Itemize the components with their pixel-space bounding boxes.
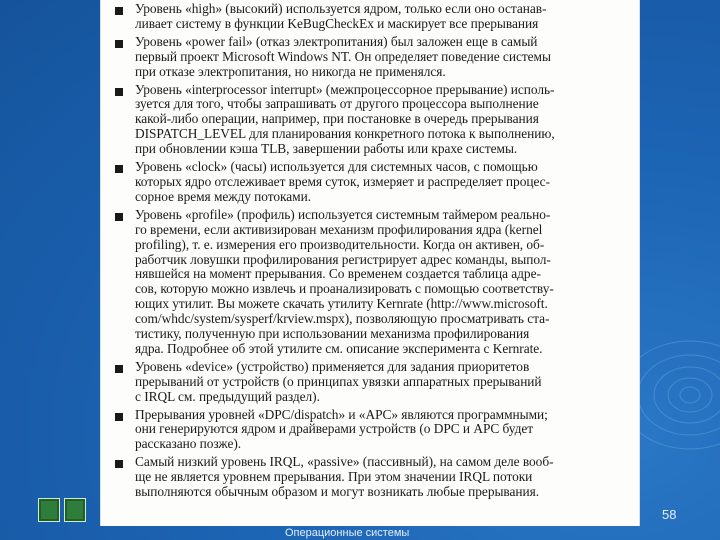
text-line: сов, которую можно извлечь и проанализировать с помощью соответству- [135, 281, 554, 297]
slide-navigation [38, 498, 86, 522]
bullet-icon [115, 88, 123, 96]
text-line: ющих утилит. Вы можете скачать утилиту Kernrate (http://www.microsoft. [135, 296, 548, 312]
text-line: нявшейся на момент прерывания. Со временем создается таблица адре- [135, 266, 541, 282]
text-line: DISPATCH_LEVEL для планирования конкретного потока к выполнению, [135, 126, 555, 142]
document-page [100, 0, 640, 526]
text-line: Уровень «power fail» (отказ электропитания) был заложен еще в самый [135, 33, 538, 49]
list-item [115, 160, 629, 205]
text-line: com/whdc/system/sysperf/krview.mspx), позволяющую просматривать ста- [135, 311, 550, 327]
page-number: 58 [662, 507, 677, 522]
bullet-icon [115, 365, 123, 373]
footer-text: Операционные системы [285, 527, 410, 539]
list-item [115, 83, 629, 158]
text-line: Уровень «high» (высокий) используется ядром, только если оно останав- [135, 1, 547, 16]
text-line: рассказано позже). [135, 436, 242, 452]
text-line: выполняются обычным образом и могут возникать любые прерывания. [135, 484, 540, 500]
text-line: ливает систему в функции KeBugCheckEx и маскирует все прерывания [135, 15, 539, 31]
bullet-icon [115, 7, 123, 15]
text-line: зуется для того, чтобы запрашивать от другого процессора выполнение [135, 96, 539, 112]
text-line: они генерируются ядром и драйверами устройств (о DPC и APC будет [135, 421, 534, 437]
text-line: ще не является уровнем прерывания. При этом значении IRQL потоки [135, 469, 533, 485]
nav-button-icon[interactable] [38, 498, 60, 522]
nav-button-icon[interactable] [64, 498, 86, 522]
bullet-icon [115, 165, 123, 173]
list-item [115, 208, 629, 357]
text-line: при отказе электропитания, но никогда не применялся. [135, 63, 446, 79]
text-line: которых ядро отслеживает время суток, измеряет и распределяет процес- [135, 173, 550, 189]
text-line: profiling), т. е. измерения его производительности. Когда он активен, об- [135, 236, 545, 252]
text-line: при обновлении кэша TLB, завершении работы или крахе системы. [135, 141, 518, 157]
text-line: Уровень «profile» (профиль) используется системным таймером реально- [135, 206, 551, 222]
document-text [115, 2, 629, 503]
bullet-icon [115, 40, 123, 48]
text-line: с IRQL см. предыдущий раздел). [135, 388, 320, 404]
text-line: работчик ловушки профилирования регистрирует адрес команды, выпол- [135, 251, 551, 267]
text-line: Прерывания уровней «DPC/dispatch» и «APC» являются программными; [135, 406, 548, 422]
text-line: Уровень «interprocessor interrupt» (межпроцессорное прерывание) исполь- [135, 81, 555, 97]
list-item [115, 2, 629, 32]
text-line: сорное время между потоками. [135, 188, 312, 204]
text-line: го времени, если активизирован механизм профилирования ядра (kernel [135, 221, 543, 237]
list-item [115, 35, 629, 80]
bullet-icon [115, 213, 123, 221]
text-line: какой-либо операции, например, при постановке в очередь прерывания [135, 111, 539, 127]
list-item [115, 408, 629, 453]
text-line: ядра. Подробнее об этой утилите см. описание эксперимента с Kernrate. [135, 340, 543, 356]
text-line: Уровень «device» (устройство) применяется для задания приоритетов [135, 358, 530, 374]
bullet-icon [115, 413, 123, 421]
text-line: тистику, полученную при использовании механизма профилирования [135, 326, 530, 342]
bullet-icon [115, 460, 123, 468]
list-item [115, 455, 629, 500]
text-line: первый проект Microsoft Windows NT. Он определяет поведение системы [135, 48, 551, 64]
list-item [115, 360, 629, 405]
text-line: Самый низкий уровень IRQL, «passive» (пассивный), на самом деле вооб- [135, 454, 554, 470]
text-line: прерываний от устройств (о принципах увязки аппаратных прерываний [135, 373, 542, 389]
text-line: Уровень «clock» (часы) используется для системных часов, с помощью [135, 159, 538, 175]
